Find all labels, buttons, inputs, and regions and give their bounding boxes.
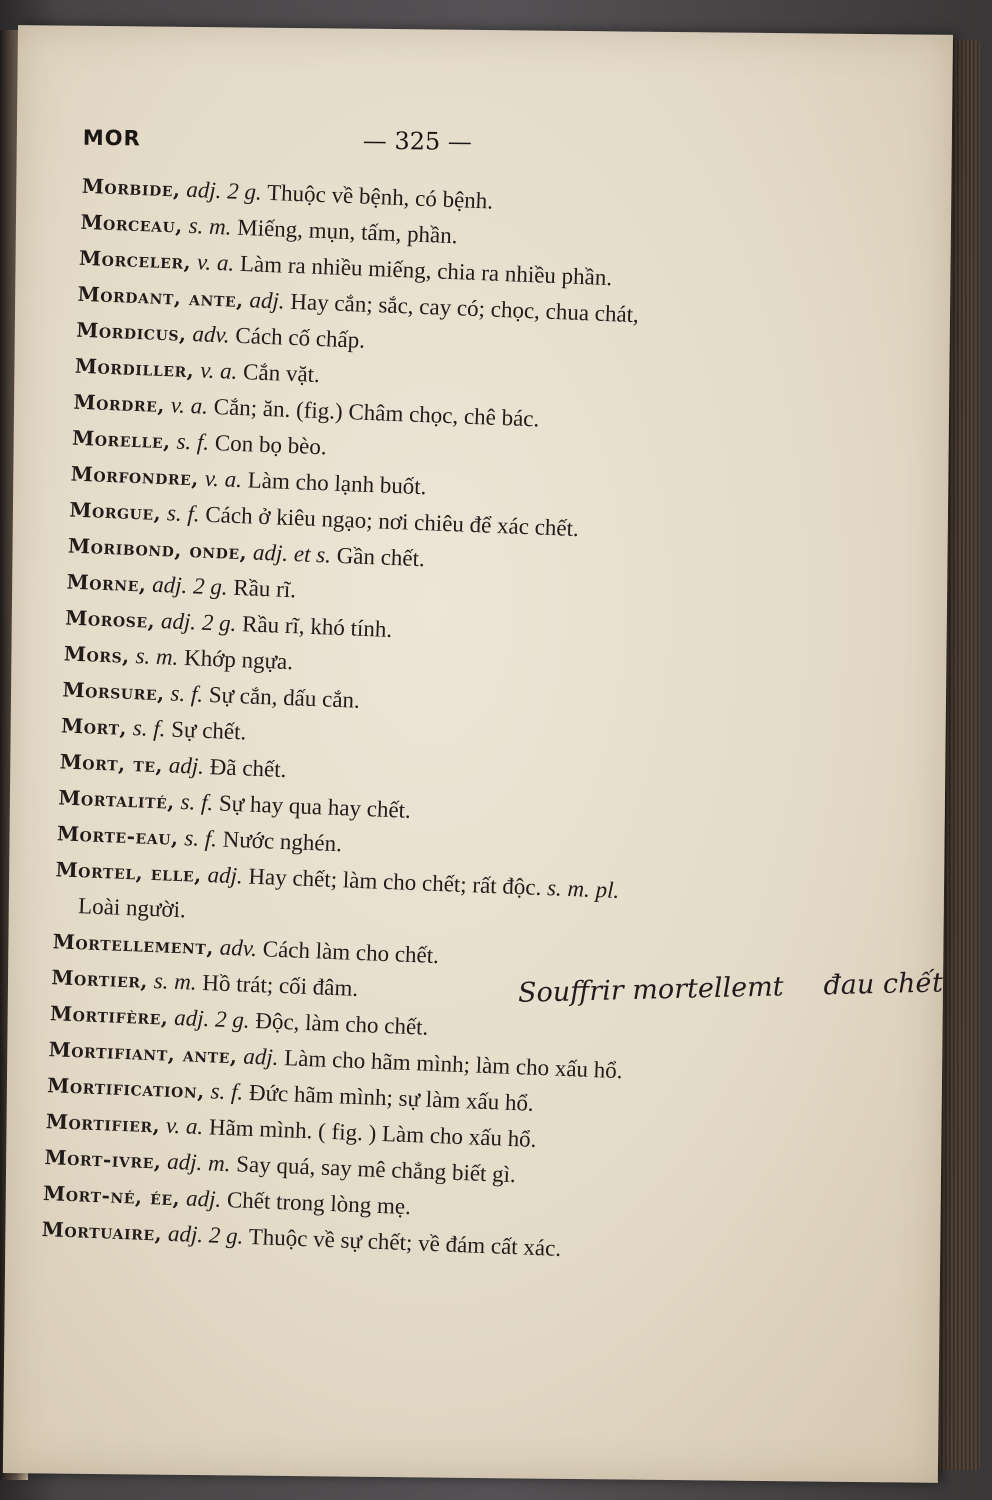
headword: Morbide,	[81, 173, 182, 202]
headword: Mordant, ante,	[77, 281, 245, 313]
grammar: adj.	[185, 1185, 222, 1212]
page-number: — 325 —	[362, 126, 473, 156]
grammar: s. m.	[135, 643, 179, 670]
headword: Mors,	[63, 641, 131, 668]
definition: Cắn vặt.	[242, 359, 321, 388]
grammar: adj.	[207, 862, 244, 889]
grammar: s. m.	[153, 968, 198, 995]
grammar: s. f.	[183, 825, 218, 852]
definition: Rầu rĩ.	[232, 574, 297, 603]
grammar: v. a.	[170, 392, 209, 419]
headword: Mort-ivre,	[44, 1145, 163, 1174]
grammar: s. f.	[166, 500, 201, 527]
grammar: s. m.	[188, 212, 233, 240]
running-head: MOR	[82, 125, 141, 151]
definition: Hãm mình. ( fig. ) Làm cho xấu hổ.	[208, 1114, 537, 1152]
grammar: s. f.	[210, 1078, 244, 1105]
grammar: v. a.	[199, 357, 238, 384]
headword: Moribond, onde,	[67, 533, 248, 565]
headword: Mortification,	[46, 1073, 206, 1104]
grammar: s. f.	[170, 680, 204, 707]
definition: Miếng, mụn, tấm, phần.	[236, 214, 459, 249]
headword: Mortel, elle,	[55, 857, 203, 887]
headword: Mortuaire,	[41, 1217, 163, 1246]
definition: Đức hãm mình; sự làm xấu hổ.	[248, 1079, 535, 1116]
headword: Morgue,	[68, 497, 162, 526]
page-header	[83, 126, 843, 174]
headword: Morelle,	[71, 425, 172, 454]
definition-continuation: Loài người.	[77, 893, 187, 923]
definition: Say quá, say mê chẳng biết gì.	[235, 1151, 517, 1188]
grammar: v. a.	[204, 465, 243, 493]
definition: Thuộc về sự chết; về đám cất xác.	[248, 1223, 562, 1261]
headword: Morfondre,	[70, 461, 200, 491]
definition: Con bọ bèo.	[214, 430, 328, 460]
grammar: adj. 2 g.	[151, 571, 229, 600]
definition: Thuộc về bệnh, có bệnh.	[266, 179, 494, 214]
definition: Hay cắn; sắc, cay có; chọc, chua chát,	[289, 288, 640, 328]
grammar: s. m. pl.	[546, 875, 620, 903]
definition: Sự hay qua hay chết.	[218, 790, 412, 823]
headword: Mordicus,	[75, 317, 188, 346]
grammar: s. f.	[132, 715, 166, 742]
grammar: adj. m.	[166, 1148, 232, 1177]
handwritten-note-vietnamese: đau chết	[823, 967, 944, 1002]
grammar: adj. 2 g.	[185, 176, 263, 205]
definition: Chết trong lòng mẹ.	[226, 1187, 412, 1220]
grammar: v. a.	[196, 249, 235, 276]
definition: Làm cho lạnh buốt.	[247, 467, 427, 500]
definition: Nước nghén.	[222, 826, 343, 857]
headword: Mort,	[60, 713, 128, 740]
headword: Morte-eau,	[56, 821, 180, 850]
handwritten-note-french: Souffrir mortellemt	[517, 971, 784, 1009]
grammar: adv.	[192, 321, 231, 348]
definition: Khớp ngựa.	[183, 645, 294, 675]
headword: Mortalité,	[57, 785, 176, 814]
grammar: adj.	[249, 287, 286, 314]
grammar: adj. 2 g.	[160, 608, 237, 637]
headword: Mortier,	[50, 965, 149, 993]
definition: Cắn; ăn. (fig.) Châm chọc, chê bác.	[213, 394, 540, 432]
definition: Đã chết.	[209, 754, 287, 783]
headword: Morose,	[64, 605, 156, 633]
headword: Mordre,	[73, 389, 166, 418]
definition: Độc, làm cho chết.	[254, 1008, 429, 1040]
dictionary-page	[3, 25, 953, 1483]
headword: Morsure,	[62, 677, 166, 706]
grammar: adv.	[219, 934, 258, 962]
grammar: v. a.	[165, 1112, 204, 1140]
headword: Morceler,	[78, 245, 192, 275]
grammar: adj. 2 g.	[167, 1220, 244, 1249]
headword: Mortifiant, ante,	[48, 1037, 239, 1069]
headword: Mortifier,	[45, 1109, 161, 1138]
headword: Mortifère,	[49, 1001, 170, 1030]
headword: Mordiller,	[74, 353, 195, 383]
definition: Gần chết.	[336, 542, 426, 572]
grammar: adj.	[242, 1043, 279, 1070]
definition: Sự chết.	[170, 716, 247, 745]
grammar: adj.	[168, 752, 205, 779]
entry-list	[41, 168, 862, 1277]
headword: Mort, te,	[59, 749, 164, 778]
definition: Rầu rĩ, khó tính.	[241, 611, 393, 643]
definition: Làm ra nhiều miếng, chia ra nhiều phần.	[239, 250, 613, 291]
definition: Sự cắn, dấu cắn.	[208, 682, 361, 713]
headword: Morne,	[66, 569, 148, 597]
definition: Hay chết; làm cho chết; rất độc.	[247, 863, 542, 900]
headword: Mort-né, ée,	[42, 1181, 181, 1211]
headword: Morceau,	[80, 209, 184, 238]
definition: Cách làm cho chết.	[262, 936, 440, 969]
headword: Mortellement,	[52, 929, 215, 960]
definition: Cách ở kiêu ngạo; nơi chiêu để xác chết.	[204, 501, 580, 542]
grammar: s. f.	[180, 789, 214, 816]
definition: Làm cho hãm mình; làm cho xấu hổ.	[283, 1045, 624, 1084]
grammar: adj. 2 g.	[173, 1004, 251, 1033]
definition: Hồ trát; cối đâm.	[201, 969, 359, 1001]
grammar: s. f.	[176, 428, 210, 455]
definition: Cách cố chấp.	[234, 322, 366, 353]
grammar: adj. et s.	[252, 539, 332, 568]
